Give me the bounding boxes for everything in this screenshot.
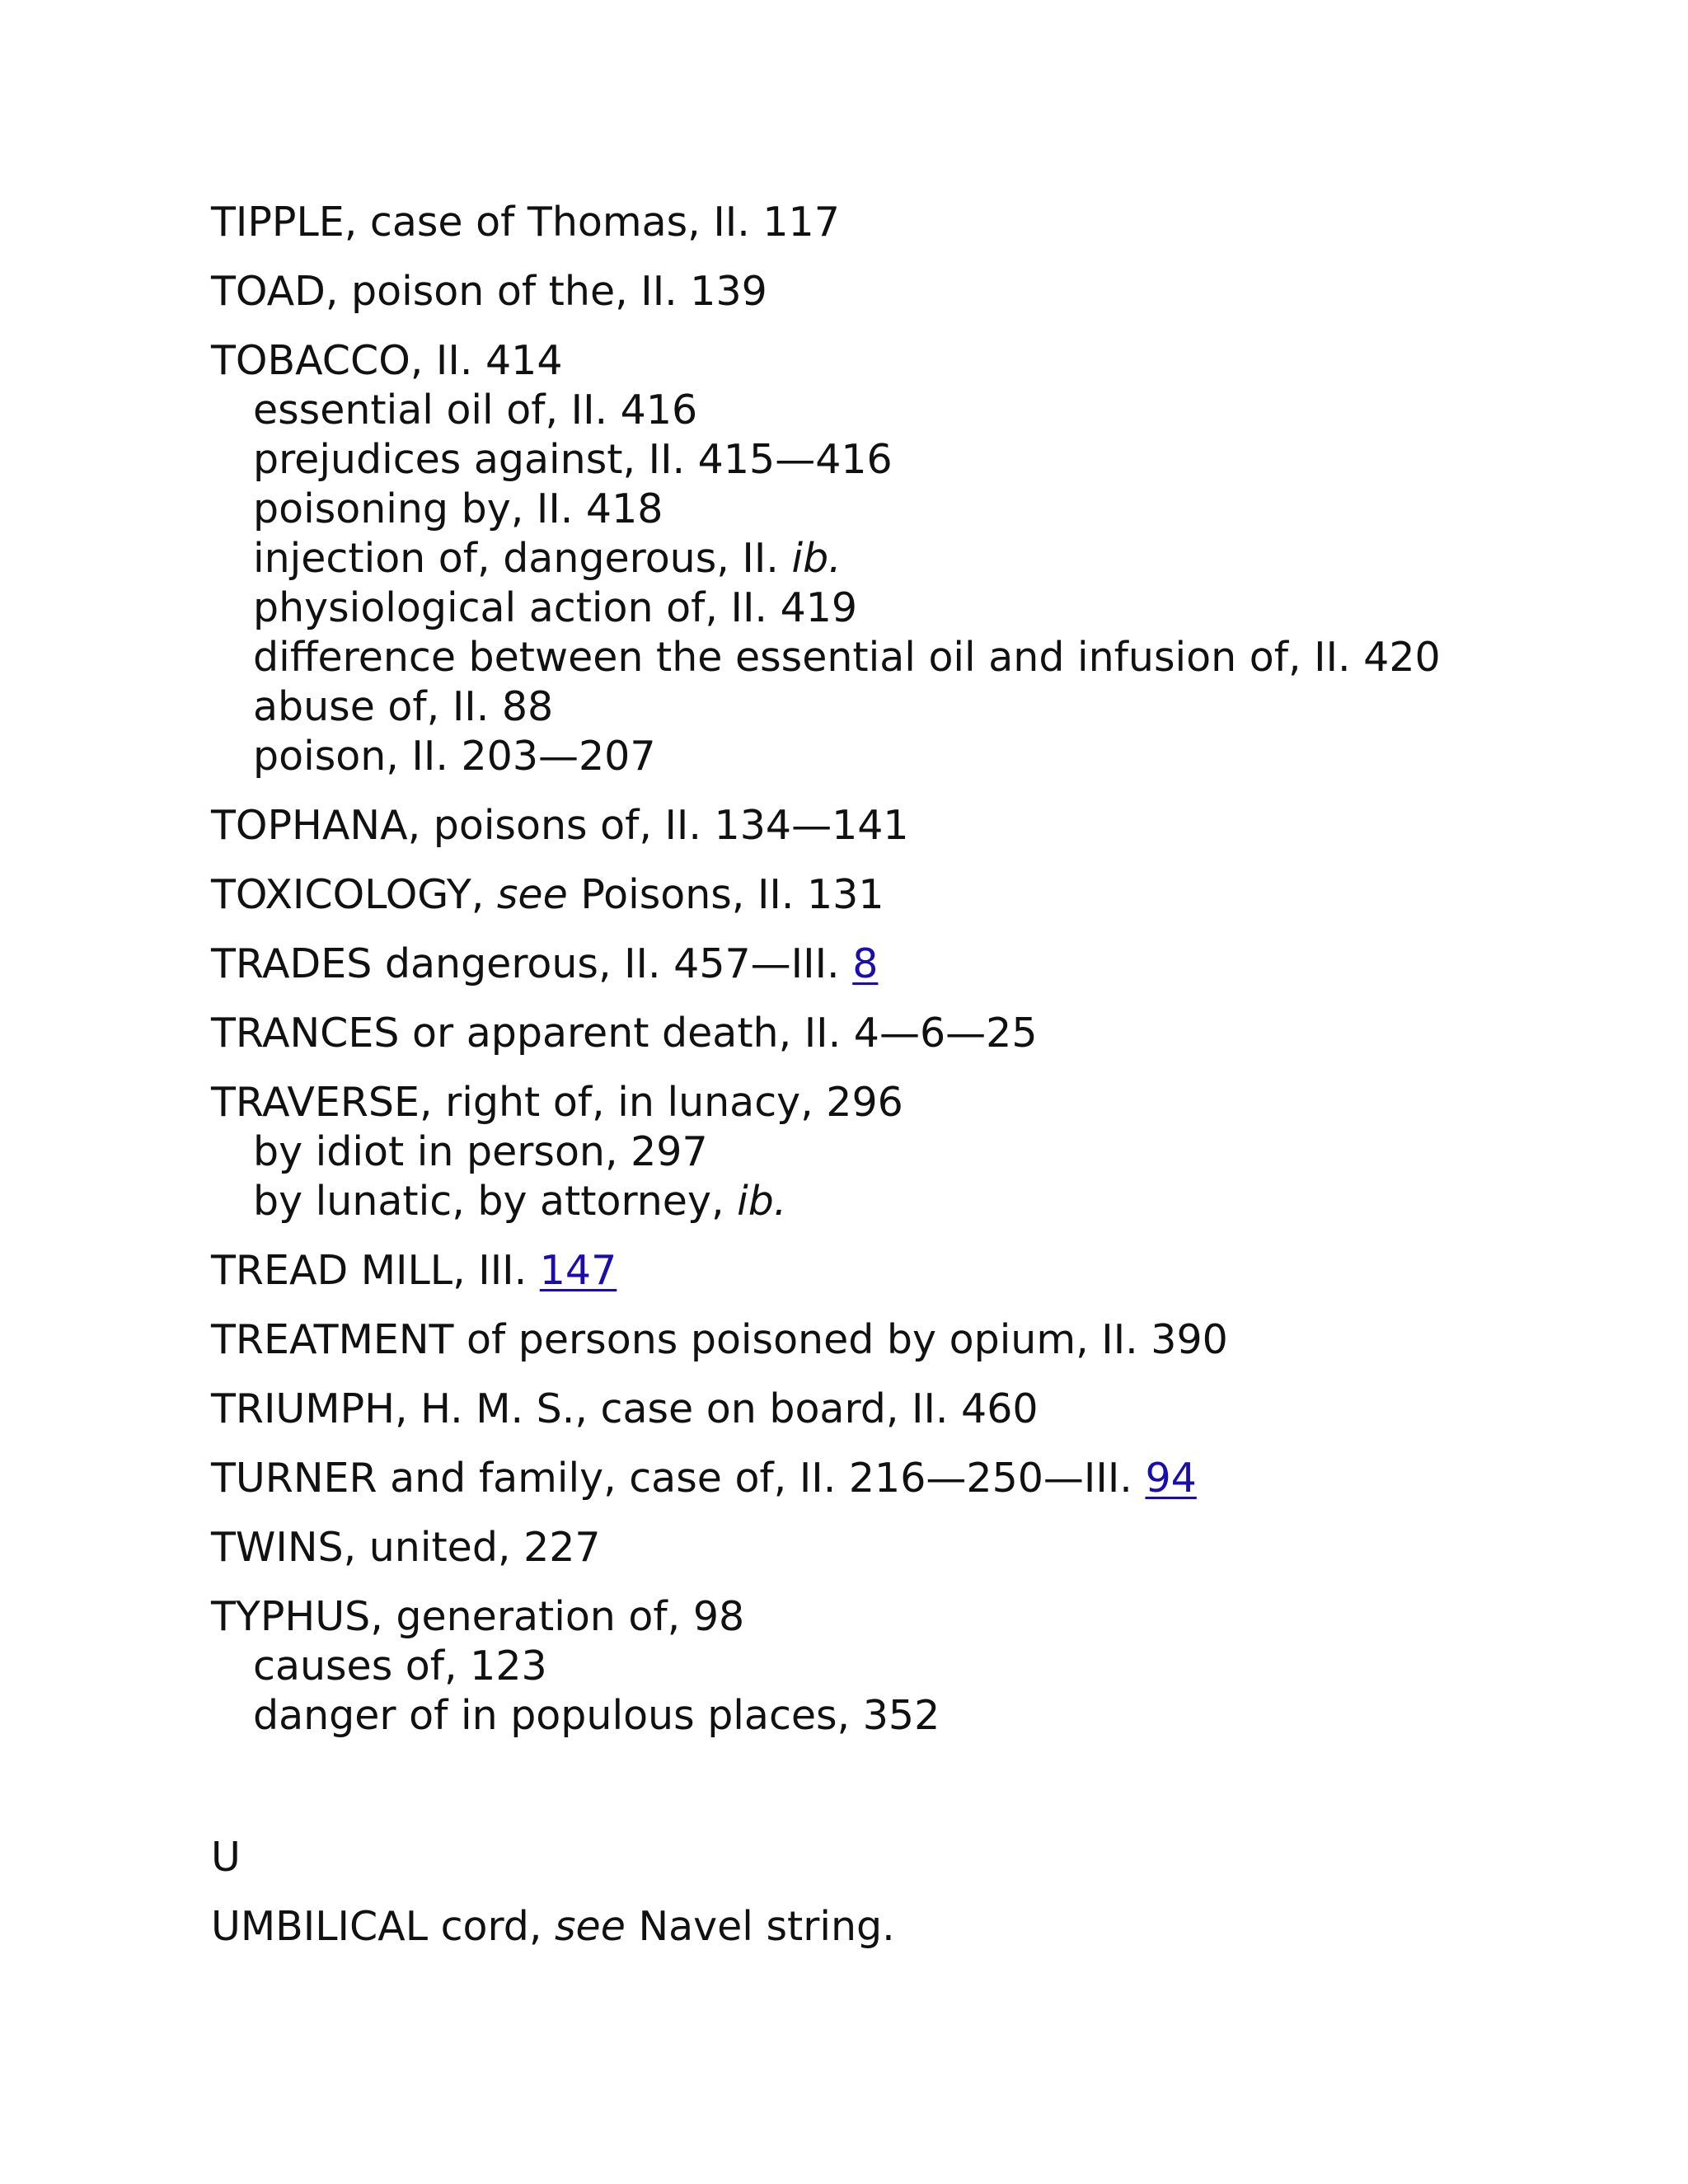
- index-entry-trances: [211, 1009, 1653, 1058]
- index-entry-tobacco: [211, 336, 1653, 781]
- sub-entry: difference between the essential oil and infusion of, II. 420: [253, 634, 1441, 681]
- entry-heading: [211, 1454, 1653, 1503]
- index-entry-umbilical: [211, 1902, 1653, 1952]
- sub-entry: by idiot in person, 297: [253, 1128, 708, 1175]
- sub-entry-text: injection of, dangerous, II.: [253, 535, 779, 582]
- page-link-147[interactable]: 147: [539, 1247, 617, 1294]
- entry-heading: TRANCES or apparent death, II. 4—6—25: [211, 1010, 1038, 1057]
- entry-heading: TIPPLE, case of Thomas, II. 117: [211, 199, 840, 246]
- index-entry-turner: [211, 1454, 1653, 1503]
- see-reference: see: [555, 1903, 626, 1950]
- ibid-abbrev: ib.: [791, 535, 842, 582]
- index-entry-tophana: [211, 801, 1653, 851]
- entry-heading: TOAD, poison of the, II. 139: [211, 268, 767, 315]
- sub-entry: [211, 534, 1653, 583]
- entry-head-text: TREAD MILL, III.: [211, 1247, 528, 1294]
- entry-heading: TOBACCO, II. 414: [211, 337, 563, 384]
- entry-heading: [211, 1902, 1653, 1952]
- index-entry-trades: [211, 940, 1653, 989]
- entry-heading: TREATMENT of persons poisoned by opium, II. 390: [211, 1316, 1228, 1363]
- ibid-abbrev: ib.: [737, 1178, 787, 1225]
- entry-head-text: TURNER and family, case of, II. 216—250—III.: [211, 1455, 1132, 1502]
- entry-heading: TRIUMPH, H. M. S., case on board, II. 460: [211, 1385, 1039, 1432]
- page-link-94[interactable]: 94: [1145, 1455, 1197, 1502]
- entry-head-text: TRADES dangerous, II. 457—III.: [211, 940, 840, 987]
- index-entry-toad: [211, 267, 1653, 316]
- entry-head-text: TOXICOLOGY,: [211, 871, 485, 918]
- entry-head-text: UMBILICAL cord,: [211, 1903, 542, 1950]
- sub-entry-text: by lunatic, by attorney,: [253, 1178, 724, 1225]
- entry-heading: TOPHANA, poisons of, II. 134—141: [211, 802, 909, 849]
- sub-entry: prejudices against, II. 415—416: [253, 436, 893, 483]
- index-page: [211, 198, 1653, 1971]
- sub-entry: physiological action of, II. 419: [253, 584, 858, 631]
- entry-heading: TRAVERSE, right of, in lunacy, 296: [211, 1079, 903, 1126]
- entry-heading: [211, 870, 1653, 920]
- see-reference: see: [496, 871, 568, 918]
- section-letter-heading: U: [211, 1834, 241, 1881]
- index-entry-tipple: [211, 198, 1653, 247]
- index-entry-tread-mill: [211, 1246, 1653, 1296]
- index-entry-typhus: [211, 1592, 1653, 1741]
- sub-entry: abuse of, II. 88: [253, 683, 554, 730]
- sub-entry: poison, II. 203—207: [253, 733, 656, 780]
- entry-heading: TYPHUS, generation of, 98: [211, 1593, 745, 1640]
- page-link-8[interactable]: 8: [852, 940, 879, 987]
- entry-heading: TWINS, united, 227: [211, 1524, 601, 1571]
- sub-entry: danger of in populous places, 352: [253, 1692, 940, 1739]
- sub-entry: essential oil of, II. 416: [253, 387, 698, 434]
- entry-tail-text: Navel string.: [638, 1903, 895, 1950]
- index-entry-twins: [211, 1523, 1653, 1572]
- entry-tail-text: Poisons, II. 131: [580, 871, 884, 918]
- sub-entry: poisoning by, II. 418: [253, 485, 663, 532]
- index-entry-toxicology: [211, 870, 1653, 920]
- entry-heading: [211, 1246, 1653, 1296]
- index-entry-triumph: [211, 1385, 1653, 1434]
- entry-heading: [211, 940, 1653, 989]
- index-entry-traverse: [211, 1078, 1653, 1226]
- sub-entry: [211, 1177, 1653, 1226]
- index-entry-treatment: [211, 1315, 1653, 1365]
- sub-entry: causes of, 123: [253, 1643, 547, 1690]
